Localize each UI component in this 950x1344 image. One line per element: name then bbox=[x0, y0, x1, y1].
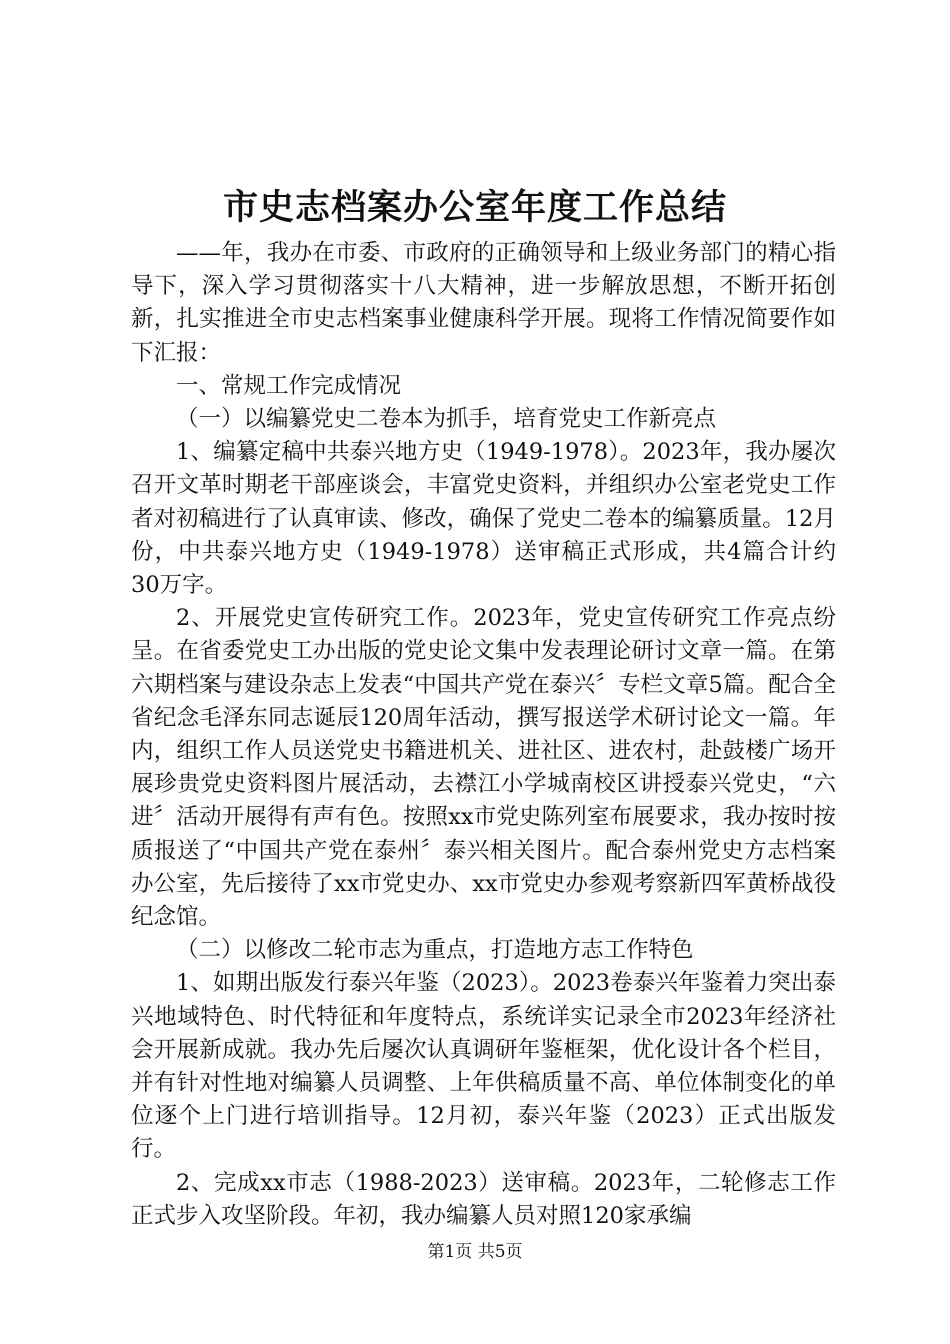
paragraph-local-chronicle-2: 2、完成xx市志（1988-2023）送审稿。2023年，二轮修志工作正式步入攻坚阶段。年初，我办编纂人员对照120家承编 bbox=[131, 1169, 836, 1229]
section-heading-1: 一、常规工作完成情况 bbox=[176, 372, 402, 399]
paragraph-party-history-1: 1、编纂定稿中共泰兴地方史（1949-1978）。2023年，我办屡次召开文革时期老干部座谈会，丰富党史资料，并组织办公室老党史工作者对初稿进行了认真审读、修改，确保了党史二卷本的编纂质量。12月份，中共泰兴地方史（1949-1978）送审稿正式形成，共4篇合计约30万字。 bbox=[131, 439, 836, 599]
paragraph-party-history-2: 2、开展党史宣传研究工作。2023年，党史宣传研究工作亮点纷呈。在省委党史工办出版的党史论文集中发表理论研讨文章一篇。在第六期档案与建设杂志上发表“中国共产党在泰兴〞专栏文章5篇。配合全省纪念毛泽东同志诞辰120周年活动，撰写报送学术研讨论文一篇。年内，组织工作人员送党史书籍进机关、进社区、进农村，赴鼓楼广场开展珍贵党史资料图片展活动，去襟江小学城南校区讲授泰兴党史，“六进〞活动开展得有声有色。按照xx市党史陈列室布展要求，我办按时按质报送了“中国共产党在泰州〞泰兴相关图片。配合泰州党史方志档案办公室，先后接待了xx市党史办、xx市党史办参观考察新四军黄桥战役纪念馆。 bbox=[131, 605, 836, 931]
document-title: 市史志档案办公室年度工作总结 bbox=[222, 187, 727, 228]
subsection-heading-2: （二）以修改二轮市志为重点，打造地方志工作特色 bbox=[176, 937, 694, 964]
intro-paragraph: ——年，我办在市委、市政府的正确领导和上级业务部门的精心指导下，深入学习贯彻落实十八大精神，进一步解放思想，不断开拓创新，扎实推进全市史志档案事业健康科学开展。现将工作情况简要作如下汇报： bbox=[131, 240, 836, 366]
document-body bbox=[131, 237, 836, 1233]
paragraph-local-chronicle-1: 1、如期出版发行泰兴年鉴（2023）。2023卷泰兴年鉴着力突出泰兴地域特色、时代特征和年度特点，系统详实记录全市2023年经济社会开展新成就。我办先后屡次认真调研年鉴框架，优化设计各个栏目，并有针对性地对编纂人员调整、上年供稿质量不高、单位体制变化的单位逐个上门进行培训指导。12月初，泰兴年鉴（2023）正式出版发行。 bbox=[131, 970, 836, 1163]
subsection-heading-1: （一）以编纂党史二卷本为抓手，培育党史工作新亮点 bbox=[176, 406, 717, 433]
page-footer: 第1页 共5页 bbox=[427, 1242, 523, 1262]
